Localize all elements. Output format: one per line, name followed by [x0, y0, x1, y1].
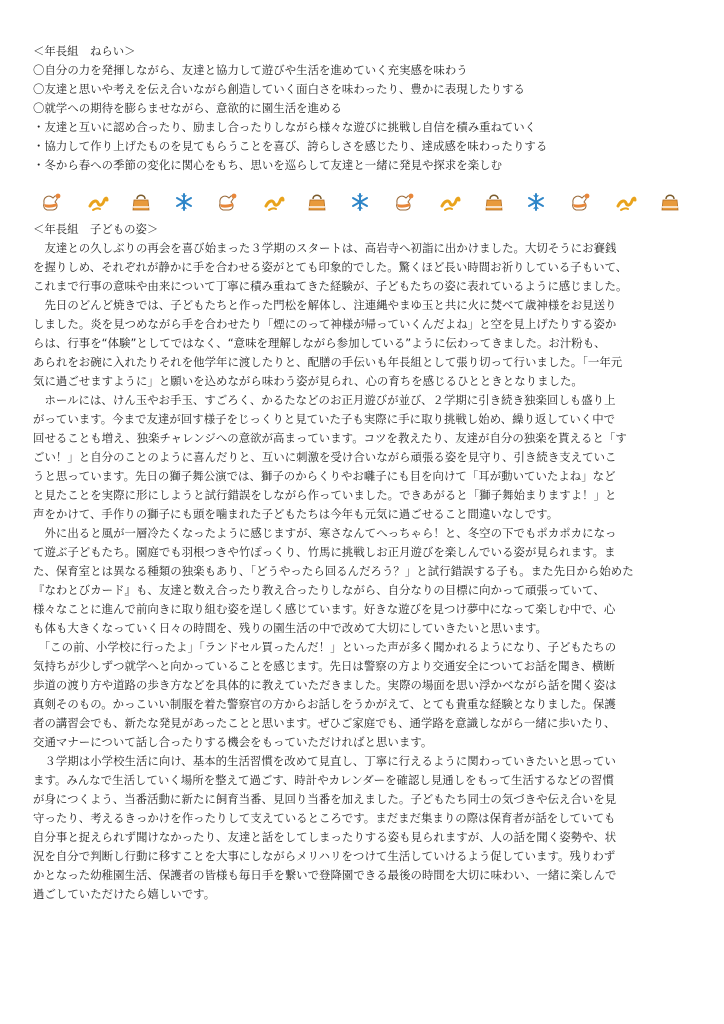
- text-line: 過ごしていただけたら嬉しいです。: [33, 887, 216, 901]
- text-line: ごい！」と自分のことのように喜んだりと、互いに刺激を受け合いながら頑張る姿を見守り、引き続き支えていこ: [33, 450, 617, 464]
- text-line: 様々なことに進んで前向きに取り組む姿を逞しく感じています。好きな遊びを見つけ夢中になって楽しむ中で、心: [33, 602, 616, 616]
- paragraph-hatsumode: [33, 239, 695, 296]
- aim-line: 〇就学への期待を膨らませながら、意欲的に園生活を進める: [33, 101, 342, 115]
- text-line: 自分事と捉えられず聞けなかったり、友達と話をしてしまったりする姿も見られますが、人の話を聞く姿勢や、状: [33, 830, 617, 844]
- mitten-icon: [569, 191, 593, 213]
- snowflake-icon: [526, 192, 546, 212]
- text-line: 外に出ると風が一層冷たくなったように感じますが、寒さなんてへっちゃら！と、冬空の下でもポカポカになっ: [33, 526, 617, 540]
- streamer-icon: [87, 191, 109, 213]
- text-line: ホールには、けん玉やお手玉、すごろく、かるたなどのお正月遊びが並び、２学期に引き続き独楽回しも盛り上: [33, 393, 616, 407]
- streamer-icon: [439, 191, 461, 213]
- bag-icon: [660, 191, 680, 213]
- aims-heading: ＜年長組 ねらい＞: [33, 44, 136, 58]
- text-line: 況を自分で判断し行動に移すことを大事にしながらメリハリをつけて生活していけるよう促しています。残りわず: [33, 849, 616, 863]
- text-line: 気持ちが少しずつ就学へと向かっていることを感じます。先日は警察の方より交通安全についてお話を聞き、横断: [33, 659, 615, 673]
- text-line: がっています。今まで友達が回す様子をじっくりと見ていた子も実際に手に取り挑戦し始め、繰り返していく中で: [33, 412, 616, 426]
- decorative-divider: [40, 189, 680, 215]
- paragraph-dondoyaki: [33, 296, 695, 391]
- text-line: た、保育室とは異なる種類の独楽もあり、「どうやったら回るんだろう？」と試行錯誤する子も。また先日から始めた: [33, 564, 634, 578]
- text-line: かとなった幼稚園生活、保護者の皆様も毎日手を繋いで登降園できる最後の時間を大切に味わい、一緒に楽しんで: [33, 868, 617, 882]
- text-line: て遊ぶ子どもたち。園庭でも羽根つきや竹ぽっくり、竹馬に挑戦しお正月遊びを楽しんでいる姿が見られます。ま: [33, 545, 616, 559]
- children-heading: ＜年長組 子どもの姿＞: [33, 222, 159, 236]
- text-line: が身につくよう、当番活動に新たに飼育当番、見回り当番を加えました。子どもたち同士の気づきや伝え合いを見: [33, 792, 617, 806]
- streamer-icon: [263, 191, 285, 213]
- text-line: 交通マナーについて話し合ったりする機会をもっていただければと思います。: [33, 735, 433, 749]
- aim-line: ・友達と互いに認め合ったり、励まし合ったりしながら様々な遊びに挑戦し自信を積み重ねていく: [33, 120, 537, 134]
- text-line: ３学期は小学校生活に向け、基本的生活習慣を改めて見直し、丁寧に行えるように関わっていきたいと思ってい: [33, 754, 616, 768]
- aims-section: [33, 42, 695, 175]
- text-line: 気に過ごせますように」と願いを込めながら味わう姿が見られ、心の育ちを感じるひとときとなりました。: [33, 374, 583, 388]
- mitten-icon: [216, 191, 240, 213]
- bag-icon: [131, 191, 151, 213]
- streamer-icon: [615, 191, 637, 213]
- text-line: らは、行事を“体験”としてではなく、“意味を理解しながら参加している”ように伝わってきました。お汁粉も、: [33, 336, 606, 350]
- aim-line: 〇自分の力を発揮しながら、友達と協力して遊びや生活を進めていく充実感を味わう: [33, 63, 468, 77]
- children-section: [33, 220, 695, 904]
- mitten-icon: [40, 191, 64, 213]
- paragraph-outdoor-play: [33, 524, 695, 638]
- text-line: 回せることも増え、独楽チャレンジへの意欲が高まっています。コツを教えたり、友達が自分の独楽を貰えると「す: [33, 431, 627, 445]
- bag-icon: [307, 191, 327, 213]
- text-line: 声をかけて、手作りの獅子にも頭を噛まれた子どもたちは今年も元気に過ごせること間違いなしです。: [33, 507, 559, 521]
- text-line: 友達との久しぶりの再会を喜び始まった３学期のスタートは、高岩寺へ初詣に出かけました。大切そうにお賽銭: [33, 241, 617, 255]
- mitten-icon: [393, 191, 417, 213]
- bag-icon: [484, 191, 504, 213]
- snowflake-icon: [174, 192, 194, 212]
- text-line: も体も大きくなっていく日々の時間を、残りの園生活の中で改めて大切にしていきたいと思います。: [33, 621, 547, 635]
- text-line: を握りしめ、それぞれが静かに手を合わせる姿がとても印象的でした。驚くほど長い時間お祈りしている子もいて、: [33, 260, 628, 274]
- paragraph-third-term: [33, 752, 695, 904]
- aim-line: 〇友達と思いや考えを伝え合いながら創造していく面白さを味わったり、豊かに表現したりする: [33, 82, 525, 96]
- snowflake-icon: [350, 192, 370, 212]
- paragraph-school-prep: [33, 638, 695, 752]
- aim-line: ・冬から春への季節の変化に関心をもち、思いを巡らして友達と一緒に発見や探求を楽しむ: [33, 158, 503, 172]
- text-line: うと思っています。先日の獅子舞公演では、獅子のからくりやお囃子にも目を向けて「耳が動いていたよね」など: [33, 469, 616, 483]
- aim-line: ・協力して作り上げたものを見てもらうことを喜び、誇らしさを感じたり、達成感を味わったりする: [33, 139, 548, 153]
- text-line: 真剣そのもの。かっこいい制服を着た警察官の方からお話しをうかがえて、とても貴重な経験となりました。保護: [33, 697, 616, 711]
- text-line: 守ったり、考えるきっかけを作ったりして支えているところです。まだまだ集まりの際は保育者が話をしていても: [33, 811, 616, 825]
- paragraph-hall-games: [33, 391, 695, 524]
- text-line: 者の講習会でも、新たな発見があったことと思います。ぜひご家庭でも、通学路を意識しながら一緒に歩いたり、: [33, 716, 616, 730]
- text-line: 先日のどんど焼きでは、子どもたちと作った門松を解体し、注連縄やまゆ玉と共に火に焚べて歳神様をお見送り: [33, 298, 617, 312]
- text-line: しました。炎を見つめながら手を合わせたり「煙にのって神様が帰っていくんだよね」と空を見上げたりする姿か: [33, 317, 617, 331]
- text-line: 歩道の渡り方や道路の歩き方などを具体的に教えていただきました。実際の場面を思い浮かべながら話を聞く姿は: [33, 678, 617, 692]
- text-line: 『なわとびカード』も、友達と数え合ったり教え合ったりしながら、自分なりの目標に向かって頑張っていて、: [33, 583, 605, 597]
- text-line: これまで行事の意味や由来について丁寧に積み重ねてきた経験が、子どもたちの姿に表れているように感じました。: [33, 279, 628, 293]
- text-line: 「この前、小学校に行ったよ」「ランドセル買ったんだ！」といった声が多く聞かれるようになり、子どもたちの: [33, 640, 617, 654]
- text-line: あられをお碗に入れたりそれを他学年に渡したりと、配膳の手伝いも年長組として張り切って行いました。「一年元: [33, 355, 623, 369]
- text-line: と見たことを実際に形にしようと試行錯誤をしながら作っていました。できあがると「獅子舞始まりますよ！」と: [33, 488, 617, 502]
- text-line: ます。みんなで生活していく場所を整えて過ごす、時計やカレンダーを確認し見通しをもって生活するなどの習慣: [33, 773, 614, 787]
